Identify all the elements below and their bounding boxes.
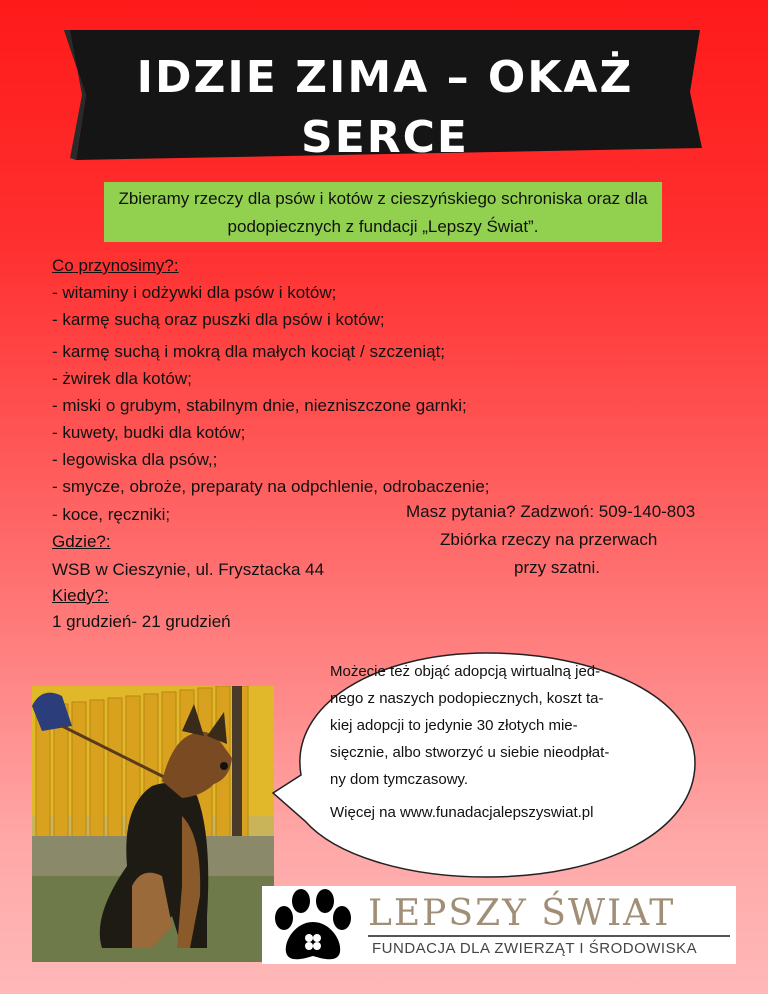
items-heading: Co przynosimy?: <box>52 256 179 275</box>
bubble-website: Więcej na www.funadacjalepszyswiat.pl <box>330 804 594 821</box>
when-value: 1 grudzień- 21 grudzień <box>52 612 231 631</box>
bubble-text <box>330 658 640 826</box>
list-item: - koce, ręczniki; <box>52 505 171 524</box>
logo-divider <box>368 935 730 937</box>
dog-photo <box>32 686 274 962</box>
intro-box: Zbieramy rzeczy dla psów i kotów z cieszyńskiego schroniska oraz dla podopiecznych z fundacji „Lepszy Świat”. <box>104 182 662 242</box>
collection-note-2: przy szatni. <box>514 558 600 577</box>
paw-icon <box>270 888 356 964</box>
list-item: - karmę suchą i mokrą dla małych kociąt / szczeniąt; <box>52 342 446 361</box>
logo-title: LEPSZY ŚWIAT <box>368 893 676 934</box>
list-item: - witaminy i odżywki dla psów i kotów; <box>52 283 337 302</box>
list-item: - legowiska dla psów,; <box>52 450 218 469</box>
bubble-line: ny dom tymczasowy. <box>330 771 469 788</box>
where-heading: Gdzie?: <box>52 532 111 551</box>
where-value: WSB w Cieszynie, ul. Frysztacka 44 <box>52 560 325 579</box>
logo-subtitle: FUNDACJA DLA ZWIERZĄT I ŚRODOWISKA <box>372 940 698 957</box>
list-item: - miski o grubym, stabilnym dnie, niezniszczone garnki; <box>52 396 467 415</box>
when-heading: Kiedy?: <box>52 586 109 605</box>
phone-text: Masz pytania? Zadzwoń: 509-140-803 <box>406 502 696 521</box>
list-item: - karmę suchą oraz puszki dla psów i kotów; <box>52 310 385 329</box>
list-item: - kuwety, budki dla kotów; <box>52 423 246 442</box>
bubble-line: sięcznie, albo stworzyć u siebie nieodpłat- <box>330 744 610 761</box>
bubble-line: Możecie też objąć adopcją wirtualną jed- <box>330 663 601 680</box>
page-title: IDZIE ZIMA – OKAŻ SERCE <box>136 52 634 163</box>
list-item: - smycze, obroże, preparaty na odpchlenie, odrobaczenie; <box>52 477 490 496</box>
list-item: - żwirek dla kotów; <box>52 369 192 388</box>
bubble-line: nego z naszych podopiecznych, koszt ta- <box>330 690 604 707</box>
collection-note: Zbiórka rzeczy na przerwach <box>440 530 658 549</box>
bubble-line: kiej adopcji to jedynie 30 złotych mie- <box>330 717 578 734</box>
